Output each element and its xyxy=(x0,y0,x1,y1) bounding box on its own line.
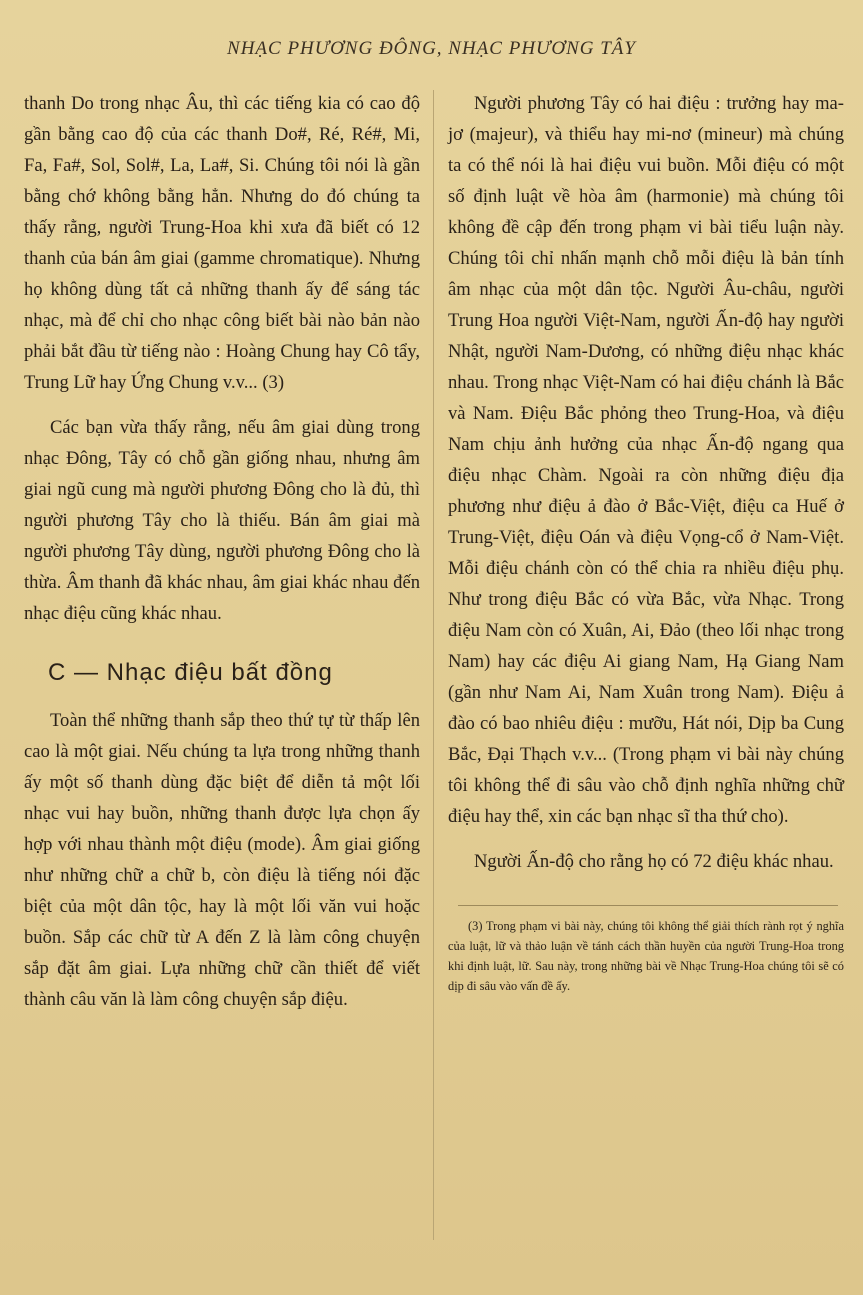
footnote: (3) Trong phạm vi bài này, chúng tôi không thể giải thích rành rọt ý nghĩa của luật, lữ và thảo luận về tánh cách thần huyền của người Trung-Hoa trong khi định luật, lữ. Sau này, trong những bài về Nhạc Trung-Hoa chúng tôi sẽ có dịp đi sâu vào vấn đề ấy. xyxy=(448,919,844,993)
running-header: NHẠC PHƯƠNG ĐÔNG, NHẠC PHƯƠNG TÂY xyxy=(227,38,636,59)
paragraph: Người Ấn-độ cho rằng họ có 72 điệu khác nhau. xyxy=(474,851,834,872)
footnote-rule xyxy=(458,905,838,906)
left-column xyxy=(24,88,420,1015)
paragraph: thanh Do trong nhạc Âu, thì các tiếng kia có cao độ gần bằng cao độ của các thanh Do#, Ré, Ré#, Mi, Fa, Fa#, Sol, Sol#, La, La#, Si. Chúng tôi nói là gần bằng chớ không bằng hẳn. Nhưng do đó chúng ta thấy rằng, người Trung-Hoa khi xưa đã biết có 12 thanh của bán âm giai (gamme chromatique). Nhưng họ không dùng tất cả những thanh ấy để sáng tác nhạc, mà để chỉ cho nhạc công biết bài nào bản nào phải bắt đầu từ tiếng nào : Hoàng Chung hay Cô tẩy, Trung Lữ hay Ứng Chung v.v... (3) xyxy=(24,93,420,393)
paragraph: Các bạn vừa thấy rằng, nếu âm giai dùng trong nhạc Đông, Tây có chỗ gần giống nhau, nhưng âm giai ngũ cung mà người phương Đông cho là đủ, thì người phương Tây cho là thiếu. Bán âm giai mà người phương Tây dùng, người phương Đông cho là thừa. Âm thanh đã khác nhau, âm giai khác nhau đến nhạc điệu cũng khác nhau. xyxy=(24,417,420,624)
paragraph: Toàn thể những thanh sắp theo thứ tự từ thấp lên cao là một giai. Nếu chúng ta lựa trong những thanh ấy một số thanh dùng đặc biệt để diễn tả một lối nhạc vui hay buồn, những thanh được lựa chọn ấy hợp với nhau thành một điệu (mode). Âm giai giống như những chữ a chữ b, còn điệu là tiếng nói đặc biệt của một dân tộc, hay là một lối văn vui hoặc buồn. Sắp các chữ từ A đến Z là làm công chuyện sắp đặt âm giai. Lựa những chữ cần thiết để viết thành câu văn là làm công chuyện sắp điệu. xyxy=(24,710,420,1010)
right-column xyxy=(448,88,844,996)
paragraph: Người phương Tây có hai điệu : trưởng hay ma-jơ (majeur), và thiểu hay mi-nơ (mineur) mà chúng ta có thể nói là hai điệu vui buồn. Mỗi điệu có một số định luật về hòa âm (harmonie) mà chúng tôi không đề cập đến trong phạm vi bài tiểu luận này. Chúng tôi chỉ nhấn mạnh chỗ mỗi điệu là bản tính âm nhạc của một dân tộc. Người Âu-châu, người Trung Hoa người Việt-Nam, người Ấn-độ hay người Nhật, người Nam-Dương, có những điệu nhạc khác nhau. Trong nhạc Việt-Nam có hai điệu chánh là Bắc và Nam. Điệu Bắc phỏng theo Trung-Hoa, và điệu Nam chịu ảnh hưởng của nhạc Ấn-độ ngang qua điệu nhạc Chàm. Ngoài ra còn những điệu địa phương như điệu ả đào ở Bắc-Việt, điệu ca Huế ở Trung-Việt, điệu Oán và điệu Vọng-cổ ở Nam-Việt. Mỗi điệu chánh còn có thể chia ra nhiều điệu phụ. Như trong điệu Bắc có vừa Bắc, vừa Nhạc. Trong điệu Nam còn có Xuân, Ai, Đảo (theo lối nhạc trong Nam) hay các điệu Ai giang Nam, Hạ Giang Nam (gần như Nam Ai, Nam Xuân trong Nam). Điệu ả đào có bao nhiêu điệu : mưỡu, Hát nói, Dịp ba Cung Bắc, Đại Thạch v.v... (Trong phạm vi bài này chúng tôi không thể đi sâu vào chỗ định nghĩa những chữ điệu hay thể, xin các bạn nhạc sĩ tha thứ cho). xyxy=(448,93,844,827)
section-title: C — Nhạc điệu bất đồng xyxy=(48,659,333,686)
column-divider xyxy=(433,90,434,1240)
